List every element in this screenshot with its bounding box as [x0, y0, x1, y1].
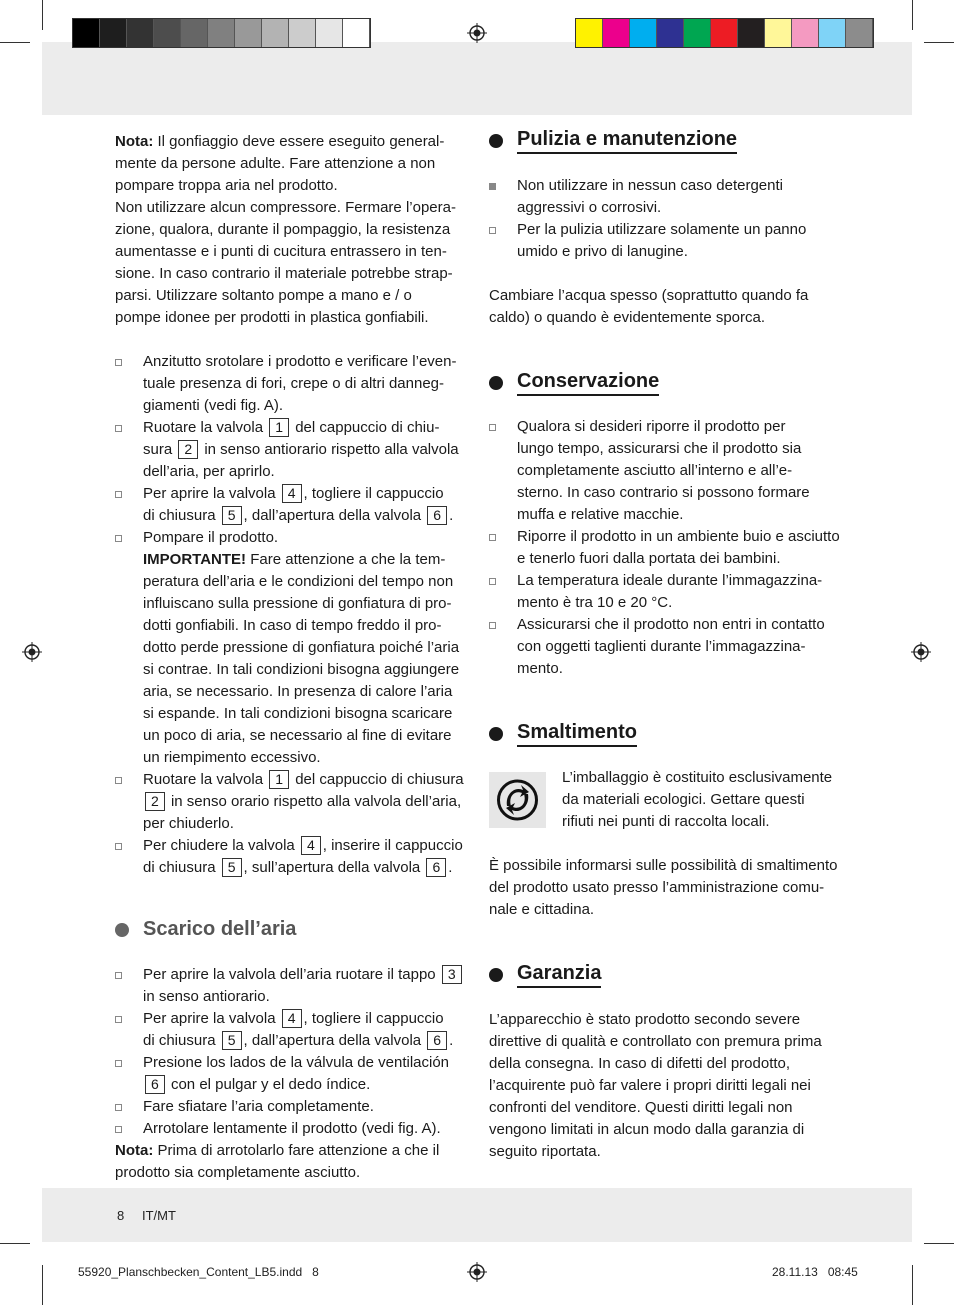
list-item: Arrotolare lentamente il prodotto (vedi fig. A).	[115, 1118, 475, 1140]
list-item: Qualora si desideri riporre il prodotto per lungo tempo, assicurarsi che il prodotto sia completamente asciutto all’interno e all’e- sterno. In caso contrario si possono formare muffa e relative macchie.	[489, 416, 849, 526]
green-dot-recycling-icon	[489, 772, 546, 828]
bullet-icon	[115, 1104, 122, 1111]
swatch	[846, 19, 873, 47]
list-item: Ruotare la valvola 1 del cappuccio di chiusura 2 in senso orario rispetto alla valvola dell’aria, per chiuderlo.	[115, 769, 475, 835]
section-heading-garanzia: Garanzia	[489, 962, 601, 988]
list-item: Per la pulizia utilizzare solamente un panno umido e privo di lanugine.	[489, 219, 849, 263]
registration-mark-icon	[22, 642, 42, 662]
smaltimento-content	[562, 767, 852, 833]
crop-mark	[0, 42, 30, 43]
crop-mark	[0, 1243, 30, 1244]
bullet-icon	[115, 843, 122, 850]
bullet-icon	[115, 359, 122, 366]
bullet-icon	[489, 227, 496, 234]
bullet-icon	[489, 578, 496, 585]
garanzia-content	[489, 1009, 849, 1163]
pulizia-content	[489, 175, 849, 329]
smaltimento-paragraph: L’imballaggio è costituito esclusivamente da materiali ecologici. Gettare questi rifiuti nei punti di raccolta locali.	[562, 769, 833, 830]
swatch	[765, 19, 792, 47]
list-item: Anzitutto srotolare i prodotto e verificare l’even- tuale presenza di fori, crepe o di altri danneg- giamenti (vedi fig. A).	[115, 351, 475, 417]
list-item: Riporre il prodotto in un ambiente buio e asciutto e tenerlo fuori dalla portata dei bambini.	[489, 526, 849, 570]
crop-mark	[924, 42, 954, 43]
smaltimento-paragraph: È possibile informarsi sulle possibilità di smaltimento del prodotto usato presso l’amministrazione comu- nale e cittadina.	[489, 857, 838, 918]
swatch	[73, 19, 100, 47]
list-item: Assicurarsi che il prodotto non entri in contatto con oggetti taglienti durante l’immagazzina- mento.	[489, 614, 849, 680]
bullet-icon	[489, 622, 496, 629]
list-item: Per aprire la valvola 4 , togliere il cappuccio di chiusura 5 , dall’apertura della valvola 6 .	[115, 483, 475, 527]
swatch	[127, 19, 154, 47]
crop-mark	[42, 0, 43, 30]
list-item: Per aprire la valvola dell’aria ruotare il tappo 3 in senso antiorario.	[115, 964, 475, 1008]
swatch	[576, 19, 603, 47]
swatch	[684, 19, 711, 47]
crop-mark	[912, 1265, 913, 1305]
swatch	[630, 19, 657, 47]
registration-mark-icon	[467, 1262, 487, 1282]
list-item: Fare sfiatare l’aria completamente.	[115, 1096, 475, 1118]
garanzia-paragraph: L’apparecchio è stato prodotto secondo severe direttive di qualità e controllato con premura prima della consegna. In caso di difetti del prodotto, l’acquirente può far valere i propri diritti legali nei confronti del venditore. Questi diritti legali non vengono limitati in alcun modo dalla garanzia di seguito riportata.	[489, 1011, 822, 1160]
smaltimento-content-2	[489, 855, 849, 921]
bullet-icon	[115, 1016, 122, 1023]
swatch	[738, 19, 765, 47]
left-column	[115, 131, 475, 879]
list-item: Non utilizzare in nessun caso detergenti aggressivi o corrosivi.	[489, 175, 849, 219]
crop-mark	[924, 1243, 954, 1244]
section-heading-conservazione: Conservazione	[489, 370, 659, 396]
swatch	[343, 19, 370, 47]
list-item: Per aprire la valvola 4 , togliere il cappuccio di chiusura 5 , dall’apertura della valvola 6 .	[115, 1008, 475, 1052]
page-number: 8	[117, 1208, 125, 1223]
registration-mark-icon	[467, 23, 487, 43]
swatch	[181, 19, 208, 47]
grayscale-swatch-bar	[72, 18, 371, 48]
scarico-list	[115, 964, 475, 1184]
list-item: Per chiudere la valvola 4 , inserire il cappuccio di chiusura 5 , sull’apertura della valvola 6 .	[115, 835, 475, 879]
bullet-dot-icon	[115, 923, 129, 937]
list-item: La temperatura ideale durante l’immagazzina- mento è tra 10 e 20 °C.	[489, 570, 849, 614]
bullet-dot-icon	[489, 134, 503, 148]
swatch	[100, 19, 127, 47]
bullet-icon	[489, 183, 496, 190]
crop-mark	[42, 1265, 43, 1305]
bullet-icon	[115, 425, 122, 432]
swatch	[711, 19, 738, 47]
bullet-icon	[115, 972, 122, 979]
nota-paragraph: Nota: Il gonfiaggio deve essere eseguito general- mente da persone adulte. Fare attenzione a non pompare troppa aria nel prodotto. Non utilizzare alcun compressore. Fermare l’opera- zione, qualora, durante il pompaggio, la resistenza aumentasse e i punti di cucitura entrassero in ten- sione. In caso contrario il materiale potrebbe strap- parsi. Utilizzare soltanto pompe a mano e / o pompe idonee per prodotti in plastica gonfiabili.	[115, 133, 456, 326]
swatch	[792, 19, 819, 47]
swatch	[208, 19, 235, 47]
section-heading-pulizia: Pulizia e manutenzione	[489, 128, 737, 154]
list-item: Presione los lados de la válvula de ventilación 6 con el pulgar y el dedo índice.	[115, 1052, 475, 1096]
conservazione-list	[489, 416, 849, 680]
bullet-dot-icon	[489, 727, 503, 741]
registration-mark-icon	[911, 642, 931, 662]
bullet-icon	[115, 1060, 122, 1067]
list-item: Ruotare la valvola 1 del cappuccio di chiu- sura 2 in senso antiorario rispetto alla valvola dell’aria, per aprirlo.	[115, 417, 475, 483]
bullet-icon	[115, 1126, 122, 1133]
swatch	[235, 19, 262, 47]
swatch	[289, 19, 316, 47]
bullet-icon	[115, 535, 122, 542]
swatch	[819, 19, 846, 47]
bullet-icon	[489, 534, 496, 541]
print-date: 28.11.13 08:45	[772, 1265, 858, 1279]
swatch	[603, 19, 630, 47]
file-slug: 55920_Planschbecken_Content_LB5.indd 8	[78, 1265, 319, 1279]
color-swatch-bar	[575, 18, 874, 48]
bullet-icon	[489, 424, 496, 431]
bullet-dot-icon	[489, 968, 503, 982]
swatch	[154, 19, 181, 47]
language-code: IT/MT	[142, 1208, 176, 1223]
nota2-paragraph: Nota: Prima di arrotolarlo fare attenzione a che il prodotto sia completamente asciutto.	[115, 1142, 440, 1181]
swatch	[262, 19, 289, 47]
swatch	[316, 19, 343, 47]
header-band	[42, 42, 912, 115]
section-heading-smaltimento: Smaltimento	[489, 721, 637, 747]
swatch	[657, 19, 684, 47]
bullet-dot-icon	[489, 376, 503, 390]
crop-mark	[912, 0, 913, 30]
section-heading-scarico: Scarico dell’aria	[115, 918, 296, 942]
bullet-icon	[115, 777, 122, 784]
pulizia-paragraph: Cambiare l’acqua spesso (soprattutto quando fa caldo) o quando è evidentemente sporca.	[489, 287, 809, 326]
list-item: Pompare il prodotto. IMPORTANTE! Fare attenzione a che la tem- peratura dell’aria e le condizioni del tempo non influiscano sulla pressione di gonfiatura di pro- dotti gonfiabili. In caso di tempo freddo il pro- dotto perde pressione di gonfiatura poiché l’aria si contrae. In tali condizioni bisogna aggiungere aria, se necessario. In presenza di calore l’aria si espande. In tali condizioni bisogna scaricare un poco di aria, se necessario al fine di evitare un riempimento eccessivo.	[115, 527, 475, 769]
bullet-icon	[115, 491, 122, 498]
